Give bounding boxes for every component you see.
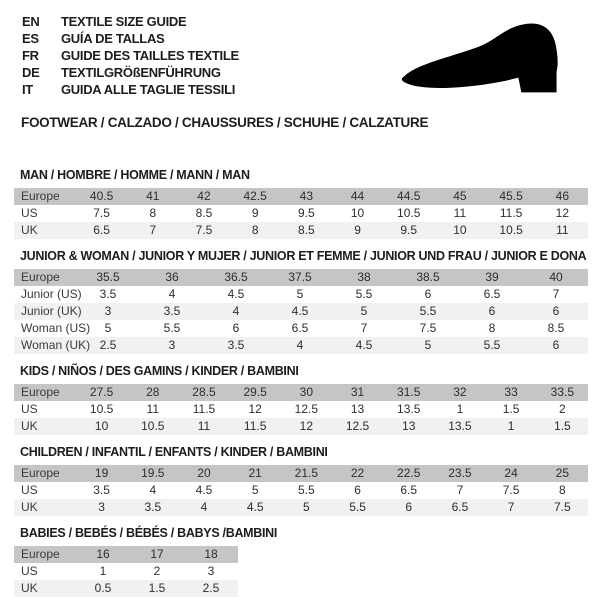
size-cell: 6	[488, 304, 496, 318]
size-cell: 4.5	[291, 304, 309, 318]
size-cell: 2.5	[202, 581, 220, 595]
size-cell: 4	[232, 304, 240, 318]
row-label: Woman (UK)	[21, 338, 91, 352]
size-cell: 3.5	[227, 338, 245, 352]
size-cell: 3	[104, 304, 112, 318]
size-cell: 33	[504, 385, 518, 399]
size-cell: 1	[507, 419, 515, 433]
size-cell: 44.5	[397, 189, 421, 203]
size-cell: 9	[354, 223, 361, 237]
size-cell: 40	[549, 270, 563, 284]
size-cell: 3.5	[144, 500, 162, 514]
size-cell: 44	[350, 189, 365, 203]
size-cell: 3	[168, 338, 176, 352]
size-cell: 3.5	[93, 483, 110, 497]
size-cell: 10.5	[397, 206, 421, 220]
language-code: DE	[22, 65, 40, 80]
table-row	[14, 499, 588, 516]
size-cell: 1	[99, 564, 107, 578]
language-code: EN	[22, 14, 40, 29]
size-cell: 11.5	[499, 206, 523, 220]
language-code: IT	[22, 82, 33, 97]
table-section-junior-woman	[14, 249, 588, 354]
size-cell: 12	[555, 206, 570, 220]
size-cell: 5.5	[349, 500, 366, 514]
size-cell: 8	[149, 206, 157, 220]
size-cell: 7	[552, 287, 560, 301]
size-cell: 46	[555, 189, 570, 203]
row-label: UK	[21, 500, 38, 514]
size-cell: 39	[485, 270, 499, 284]
size-cell: 0.5	[94, 581, 112, 595]
size-cell: 1.5	[554, 419, 571, 433]
size-cell: 5	[296, 287, 304, 301]
language-row	[22, 13, 239, 30]
size-cell: 13	[402, 419, 416, 433]
junior-woman-size-table	[14, 269, 588, 354]
language-code: FR	[22, 48, 39, 63]
size-cell: 4.5	[227, 287, 245, 301]
size-cell: 36.5	[224, 270, 248, 284]
size-cell: 16	[96, 547, 110, 561]
size-cell: 1.5	[502, 402, 520, 416]
size-cell: 6.5	[291, 321, 309, 335]
table-row	[14, 320, 588, 337]
size-cell: 23.5	[448, 466, 472, 480]
size-cell: 3.5	[163, 304, 181, 318]
size-cell: 7	[149, 223, 157, 237]
language-row	[22, 81, 239, 98]
size-cell: 8	[559, 483, 566, 497]
table-row	[14, 303, 588, 320]
table-row	[14, 384, 588, 401]
row-label: UK	[21, 223, 38, 237]
babies-size-table	[14, 546, 238, 597]
size-cell: 8	[251, 223, 259, 237]
size-cell: 11.5	[192, 402, 216, 416]
size-cell: 4.5	[246, 500, 264, 514]
size-cell: 38.5	[416, 270, 440, 284]
size-cell: 24	[504, 466, 518, 480]
table-row	[14, 580, 238, 597]
size-cell: 10	[350, 206, 365, 220]
size-cell: 7	[456, 483, 464, 497]
size-cell: 8.5	[298, 223, 315, 237]
table-row	[14, 222, 588, 239]
size-cell: 4.5	[355, 338, 373, 352]
size-cell: 42.5	[243, 189, 267, 203]
row-label: Woman (US)	[21, 321, 91, 335]
size-cell: 21	[248, 466, 262, 480]
dress-shoe-icon	[397, 15, 583, 108]
size-cell: 4	[168, 287, 176, 301]
size-cell: 4.5	[195, 483, 213, 497]
size-cell: 10	[453, 223, 467, 237]
size-cell: 6	[424, 287, 432, 301]
size-cell: 2	[153, 564, 161, 578]
language-row	[22, 30, 239, 47]
size-cell: 5.5	[419, 304, 437, 318]
footwear-section-title: FOOTWEAR / CALZADO / CHAUSSURES / SCHUHE / CALZATURE	[21, 115, 429, 130]
size-cell: 17	[150, 547, 164, 561]
size-table	[14, 188, 588, 239]
size-table	[14, 465, 588, 516]
size-cell: 25	[555, 466, 570, 480]
size-cell: 3	[207, 564, 215, 578]
row-label: US	[21, 483, 38, 497]
size-cell: 21.5	[294, 466, 319, 480]
size-cell: 6	[552, 338, 560, 352]
size-cell: 18	[204, 547, 218, 561]
size-cell: 2.5	[99, 338, 117, 352]
size-cell: 6	[232, 321, 240, 335]
size-cell: 6	[552, 304, 560, 318]
size-cell: 7	[360, 321, 368, 335]
size-cell: 35.5	[96, 270, 120, 284]
size-table	[14, 384, 588, 435]
row-label: Europe	[21, 547, 60, 561]
size-cell: 6.5	[483, 287, 501, 301]
size-table	[14, 546, 238, 597]
size-cell: 13.5	[448, 419, 472, 433]
size-cell: 6	[354, 483, 361, 497]
size-cell: 4	[149, 483, 157, 497]
size-cell: 5.5	[298, 483, 315, 497]
size-cell: 3.5	[99, 287, 117, 301]
size-cell: 43	[299, 189, 314, 203]
table-title-man: MAN / HOMBRE / HOMME / MANN / MAN	[20, 168, 250, 182]
size-cell: 20	[197, 466, 211, 480]
size-cell: 5	[360, 304, 368, 318]
size-cell: 11.5	[243, 419, 267, 433]
table-section-man	[14, 168, 588, 239]
size-cell: 1	[456, 402, 464, 416]
size-cell: 5	[303, 500, 310, 514]
size-cell: 12.5	[294, 402, 319, 416]
size-cell: 12	[299, 419, 314, 433]
size-cell: 5	[104, 321, 112, 335]
size-cell: 7.5	[502, 483, 520, 497]
size-cell: 11	[556, 223, 569, 237]
size-cell: 6	[405, 500, 413, 514]
size-cell: 7.5	[195, 223, 213, 237]
table-row	[14, 205, 588, 222]
size-cell: 11	[197, 419, 211, 433]
language-label: GUÍA DE TALLAS	[61, 31, 165, 46]
row-label: Junior (US)	[21, 287, 82, 301]
size-cell: 6.5	[93, 223, 110, 237]
size-cell: 10	[94, 419, 109, 433]
size-cell: 10.5	[89, 402, 114, 416]
size-cell: 6.5	[400, 483, 418, 497]
size-cell: 40.5	[89, 189, 114, 203]
row-label: UK	[21, 419, 38, 433]
size-cell: 30	[299, 385, 314, 399]
language-label: GUIDE DES TAILLES TEXTILE	[61, 48, 239, 63]
size-cell: 4	[296, 338, 304, 352]
table-row	[14, 337, 588, 354]
size-cell: 31.5	[397, 385, 421, 399]
size-cell: 37.5	[288, 270, 312, 284]
size-cell: 22.5	[397, 466, 421, 480]
size-cell: 45	[453, 189, 467, 203]
size-tables	[14, 168, 588, 600]
man-size-table	[14, 188, 588, 239]
size-cell: 32	[453, 385, 467, 399]
row-label: US	[21, 402, 38, 416]
size-cell: 6.5	[451, 500, 469, 514]
size-cell: 5	[251, 483, 259, 497]
size-cell: 5	[424, 338, 432, 352]
size-cell: 9	[251, 206, 259, 220]
size-cell: 5.5	[355, 287, 373, 301]
language-label: GUIDA ALLE TAGLIE TESSILI	[61, 82, 236, 97]
size-cell: 31	[350, 385, 365, 399]
table-row	[14, 563, 238, 580]
table-row	[14, 188, 588, 205]
language-label: TEXTILE SIZE GUIDE	[61, 14, 187, 29]
row-label: Junior (UK)	[21, 304, 82, 318]
size-cell: 13.5	[397, 402, 421, 416]
size-cell: 10.5	[499, 223, 523, 237]
table-title-children: CHILDREN / INFANTIL / ENFANTS / KINDER / BAMBINI	[20, 445, 328, 459]
table-title-babies: BABIES / BEBÉS / BÉBÉS / BABYS /BAMBINI	[20, 526, 278, 540]
size-cell: 1.5	[148, 581, 166, 595]
table-row	[14, 418, 588, 435]
size-cell: 7.5	[93, 206, 110, 220]
table-row	[14, 269, 588, 286]
size-cell: 9.5	[400, 223, 418, 237]
size-cell: 19	[94, 466, 109, 480]
size-cell: 33.5	[550, 385, 575, 399]
language-row	[22, 64, 239, 81]
table-row	[14, 286, 588, 303]
size-cell: 11	[453, 206, 467, 220]
size-table	[14, 269, 588, 354]
table-row	[14, 546, 238, 563]
size-cell: 41	[146, 189, 160, 203]
size-cell: 8.5	[547, 321, 565, 335]
size-cell: 10.5	[141, 419, 165, 433]
language-row	[22, 47, 239, 64]
size-cell: 12.5	[345, 419, 370, 433]
table-section-kids	[14, 364, 588, 435]
size-cell: 28	[146, 385, 160, 399]
size-cell: 7	[507, 500, 515, 514]
size-cell: 5.5	[163, 321, 181, 335]
size-cell: 42	[197, 189, 211, 203]
size-cell: 36	[165, 270, 179, 284]
table-title-junior-woman: JUNIOR & WOMAN / JUNIOR Y MUJER / JUNIOR ET FEMME / JUNIOR UND FRAU / JUNIOR E DONA	[20, 249, 587, 263]
size-cell: 2	[559, 402, 566, 416]
size-cell: 8	[488, 321, 496, 335]
size-cell: 38	[357, 270, 371, 284]
size-cell: 9.5	[298, 206, 315, 220]
size-cell: 29.5	[243, 385, 267, 399]
row-label: Europe	[21, 466, 60, 480]
language-list	[22, 13, 239, 98]
row-label: US	[21, 564, 38, 578]
language-label: TEXTILGRÖßENFÜHRUNG	[61, 65, 221, 80]
row-label: Europe	[21, 270, 60, 284]
row-label: Europe	[21, 189, 60, 203]
size-cell: 28.5	[192, 385, 216, 399]
size-cell: 7.5	[419, 321, 437, 335]
language-code: ES	[22, 31, 39, 46]
size-cell: 7.5	[554, 500, 571, 514]
table-row	[14, 401, 588, 418]
size-cell: 8.5	[195, 206, 213, 220]
size-cell: 11	[146, 402, 160, 416]
row-label: US	[21, 206, 38, 220]
size-cell: 3	[98, 500, 105, 514]
kids-size-table	[14, 384, 588, 435]
table-title-kids: KIDS / NIÑOS / DES GAMINS / KINDER / BAMBINI	[20, 364, 299, 378]
table-row	[14, 465, 588, 482]
size-cell: 27.5	[89, 385, 114, 399]
size-cell: 19.5	[141, 466, 165, 480]
size-cell: 13	[350, 402, 365, 416]
row-label: UK	[21, 581, 38, 595]
size-cell: 45.5	[499, 189, 523, 203]
children-size-table	[14, 465, 588, 516]
table-row	[14, 482, 588, 499]
table-section-babies	[14, 526, 588, 597]
size-cell: 4	[200, 500, 208, 514]
size-cell: 5.5	[483, 338, 501, 352]
table-section-children	[14, 445, 588, 516]
row-label: Europe	[21, 385, 60, 399]
size-cell: 12	[248, 402, 262, 416]
size-cell: 22	[350, 466, 365, 480]
